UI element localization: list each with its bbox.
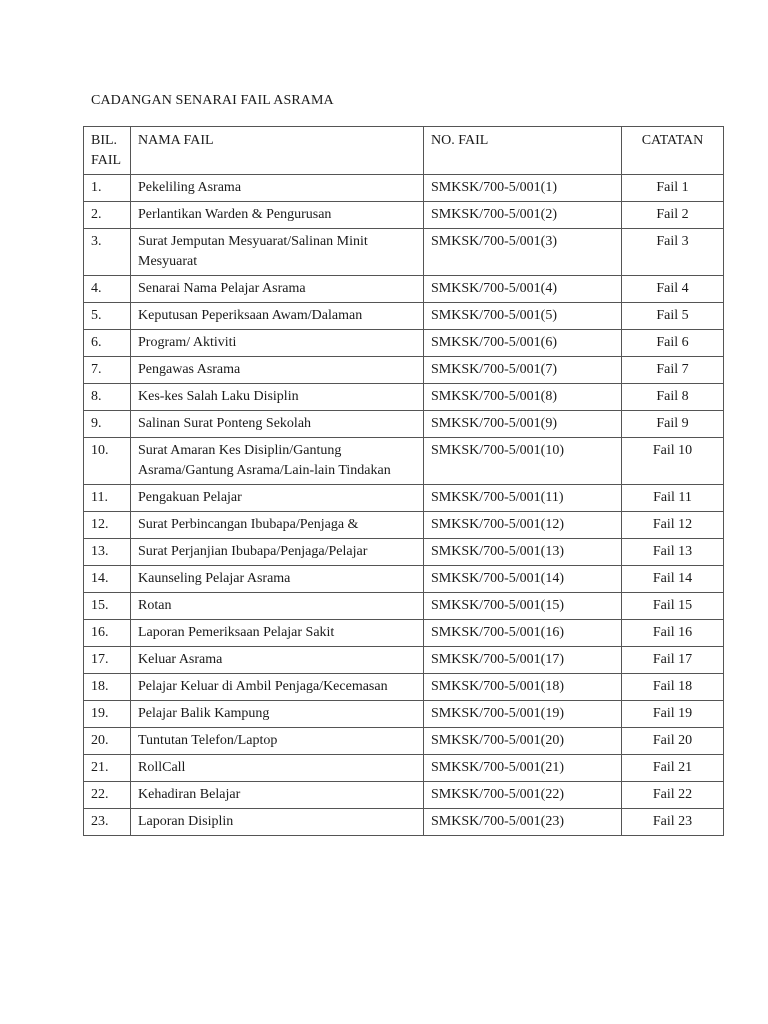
cell-no-fail: SMKSK/700-5/001(1) bbox=[424, 175, 622, 202]
cell-bil: 23. bbox=[84, 809, 131, 836]
table-row bbox=[84, 485, 724, 512]
cell-catatan: Fail 4 bbox=[622, 276, 724, 303]
cell-bil: 13. bbox=[84, 539, 131, 566]
cell-bil: 8. bbox=[84, 384, 131, 411]
table-row bbox=[84, 755, 724, 782]
cell-no-fail: SMKSK/700-5/001(12) bbox=[424, 512, 622, 539]
cell-bil: 1. bbox=[84, 175, 131, 202]
table-header bbox=[84, 127, 724, 175]
cell-nama-fail: Surat Amaran Kes Disiplin/Gantung Asrama/Gantung Asrama/Lain-lain Tindakan bbox=[131, 438, 424, 485]
cell-no-fail: SMKSK/700-5/001(5) bbox=[424, 303, 622, 330]
table-row bbox=[84, 593, 724, 620]
cell-catatan: Fail 5 bbox=[622, 303, 724, 330]
table-row bbox=[84, 175, 724, 202]
table-row bbox=[84, 674, 724, 701]
cell-catatan: Fail 20 bbox=[622, 728, 724, 755]
table-row bbox=[84, 438, 724, 485]
cell-no-fail: SMKSK/700-5/001(6) bbox=[424, 330, 622, 357]
file-list-table bbox=[83, 126, 724, 836]
cell-nama-fail: Kehadiran Belajar bbox=[131, 782, 424, 809]
cell-nama-fail: Kaunseling Pelajar Asrama bbox=[131, 566, 424, 593]
table-row bbox=[84, 647, 724, 674]
cell-no-fail: SMKSK/700-5/001(13) bbox=[424, 539, 622, 566]
cell-bil: 3. bbox=[84, 229, 131, 276]
cell-nama-fail: RollCall bbox=[131, 755, 424, 782]
cell-catatan: Fail 23 bbox=[622, 809, 724, 836]
cell-no-fail: SMKSK/700-5/001(21) bbox=[424, 755, 622, 782]
cell-no-fail: SMKSK/700-5/001(3) bbox=[424, 229, 622, 276]
cell-catatan: Fail 8 bbox=[622, 384, 724, 411]
cell-bil: 21. bbox=[84, 755, 131, 782]
cell-no-fail: SMKSK/700-5/001(10) bbox=[424, 438, 622, 485]
cell-no-fail: SMKSK/700-5/001(7) bbox=[424, 357, 622, 384]
table-row bbox=[84, 276, 724, 303]
cell-catatan: Fail 2 bbox=[622, 202, 724, 229]
cell-catatan: Fail 9 bbox=[622, 411, 724, 438]
cell-bil: 2. bbox=[84, 202, 131, 229]
cell-bil: 14. bbox=[84, 566, 131, 593]
cell-no-fail: SMKSK/700-5/001(16) bbox=[424, 620, 622, 647]
cell-bil: 6. bbox=[84, 330, 131, 357]
cell-bil: 20. bbox=[84, 728, 131, 755]
cell-catatan: Fail 11 bbox=[622, 485, 724, 512]
table-row bbox=[84, 728, 724, 755]
cell-nama-fail: Salinan Surat Ponteng Sekolah bbox=[131, 411, 424, 438]
cell-bil: 12. bbox=[84, 512, 131, 539]
table-row bbox=[84, 566, 724, 593]
cell-bil: 5. bbox=[84, 303, 131, 330]
header-catatan: CATATAN bbox=[622, 127, 724, 175]
cell-no-fail: SMKSK/700-5/001(22) bbox=[424, 782, 622, 809]
cell-catatan: Fail 19 bbox=[622, 701, 724, 728]
cell-catatan: Fail 22 bbox=[622, 782, 724, 809]
cell-nama-fail: Surat Perjanjian Ibubapa/Penjaga/Pelajar bbox=[131, 539, 424, 566]
table-row bbox=[84, 229, 724, 276]
table-row bbox=[84, 512, 724, 539]
cell-nama-fail: Laporan Pemeriksaan Pelajar Sakit bbox=[131, 620, 424, 647]
cell-catatan: Fail 12 bbox=[622, 512, 724, 539]
cell-catatan: Fail 10 bbox=[622, 438, 724, 485]
cell-nama-fail: Surat Jemputan Mesyuarat/Salinan Minit Mesyuarat bbox=[131, 229, 424, 276]
cell-catatan: Fail 18 bbox=[622, 674, 724, 701]
cell-catatan: Fail 3 bbox=[622, 229, 724, 276]
cell-no-fail: SMKSK/700-5/001(2) bbox=[424, 202, 622, 229]
table-row bbox=[84, 303, 724, 330]
table-row bbox=[84, 782, 724, 809]
cell-nama-fail: Keluar Asrama bbox=[131, 647, 424, 674]
cell-no-fail: SMKSK/700-5/001(23) bbox=[424, 809, 622, 836]
table-row bbox=[84, 411, 724, 438]
cell-bil: 22. bbox=[84, 782, 131, 809]
cell-catatan: Fail 6 bbox=[622, 330, 724, 357]
cell-no-fail: SMKSK/700-5/001(20) bbox=[424, 728, 622, 755]
cell-nama-fail: Pengawas Asrama bbox=[131, 357, 424, 384]
header-no-fail: NO. FAIL bbox=[424, 127, 622, 175]
cell-bil: 18. bbox=[84, 674, 131, 701]
cell-no-fail: SMKSK/700-5/001(15) bbox=[424, 593, 622, 620]
cell-bil: 17. bbox=[84, 647, 131, 674]
table-row bbox=[84, 357, 724, 384]
table-row bbox=[84, 202, 724, 229]
cell-nama-fail: Pelajar Balik Kampung bbox=[131, 701, 424, 728]
table-row bbox=[84, 384, 724, 411]
cell-nama-fail: Surat Perbincangan Ibubapa/Penjaga & bbox=[131, 512, 424, 539]
header-bil-fail: BIL. FAIL bbox=[84, 127, 131, 175]
cell-catatan: Fail 1 bbox=[622, 175, 724, 202]
header-nama-fail: NAMA FAIL bbox=[131, 127, 424, 175]
cell-no-fail: SMKSK/700-5/001(19) bbox=[424, 701, 622, 728]
cell-nama-fail: Pengakuan Pelajar bbox=[131, 485, 424, 512]
cell-bil: 10. bbox=[84, 438, 131, 485]
cell-no-fail: SMKSK/700-5/001(8) bbox=[424, 384, 622, 411]
cell-nama-fail: Pekeliling Asrama bbox=[131, 175, 424, 202]
cell-no-fail: SMKSK/700-5/001(17) bbox=[424, 647, 622, 674]
cell-nama-fail: Senarai Nama Pelajar Asrama bbox=[131, 276, 424, 303]
cell-no-fail: SMKSK/700-5/001(9) bbox=[424, 411, 622, 438]
cell-catatan: Fail 16 bbox=[622, 620, 724, 647]
cell-nama-fail: Tuntutan Telefon/Laptop bbox=[131, 728, 424, 755]
cell-nama-fail: Program/ Aktiviti bbox=[131, 330, 424, 357]
cell-no-fail: SMKSK/700-5/001(18) bbox=[424, 674, 622, 701]
table-row bbox=[84, 809, 724, 836]
cell-nama-fail: Kes-kes Salah Laku Disiplin bbox=[131, 384, 424, 411]
cell-no-fail: SMKSK/700-5/001(14) bbox=[424, 566, 622, 593]
cell-bil: 16. bbox=[84, 620, 131, 647]
header-row bbox=[84, 127, 724, 175]
document-title: CADANGAN SENARAI FAIL ASRAMA bbox=[91, 93, 334, 108]
cell-catatan: Fail 15 bbox=[622, 593, 724, 620]
table-body bbox=[84, 175, 724, 836]
cell-bil: 7. bbox=[84, 357, 131, 384]
table-row bbox=[84, 539, 724, 566]
table-row bbox=[84, 620, 724, 647]
cell-nama-fail: Perlantikan Warden & Pengurusan bbox=[131, 202, 424, 229]
cell-bil: 15. bbox=[84, 593, 131, 620]
table-row bbox=[84, 330, 724, 357]
cell-nama-fail: Keputusan Peperiksaan Awam/Dalaman bbox=[131, 303, 424, 330]
cell-no-fail: SMKSK/700-5/001(4) bbox=[424, 276, 622, 303]
cell-catatan: Fail 13 bbox=[622, 539, 724, 566]
cell-bil: 9. bbox=[84, 411, 131, 438]
cell-nama-fail: Laporan Disiplin bbox=[131, 809, 424, 836]
cell-bil: 11. bbox=[84, 485, 131, 512]
cell-catatan: Fail 14 bbox=[622, 566, 724, 593]
cell-no-fail: SMKSK/700-5/001(11) bbox=[424, 485, 622, 512]
cell-bil: 19. bbox=[84, 701, 131, 728]
cell-catatan: Fail 7 bbox=[622, 357, 724, 384]
table-row bbox=[84, 701, 724, 728]
cell-bil: 4. bbox=[84, 276, 131, 303]
cell-catatan: Fail 21 bbox=[622, 755, 724, 782]
cell-nama-fail: Pelajar Keluar di Ambil Penjaga/Kecemasan bbox=[131, 674, 424, 701]
cell-nama-fail: Rotan bbox=[131, 593, 424, 620]
cell-catatan: Fail 17 bbox=[622, 647, 724, 674]
